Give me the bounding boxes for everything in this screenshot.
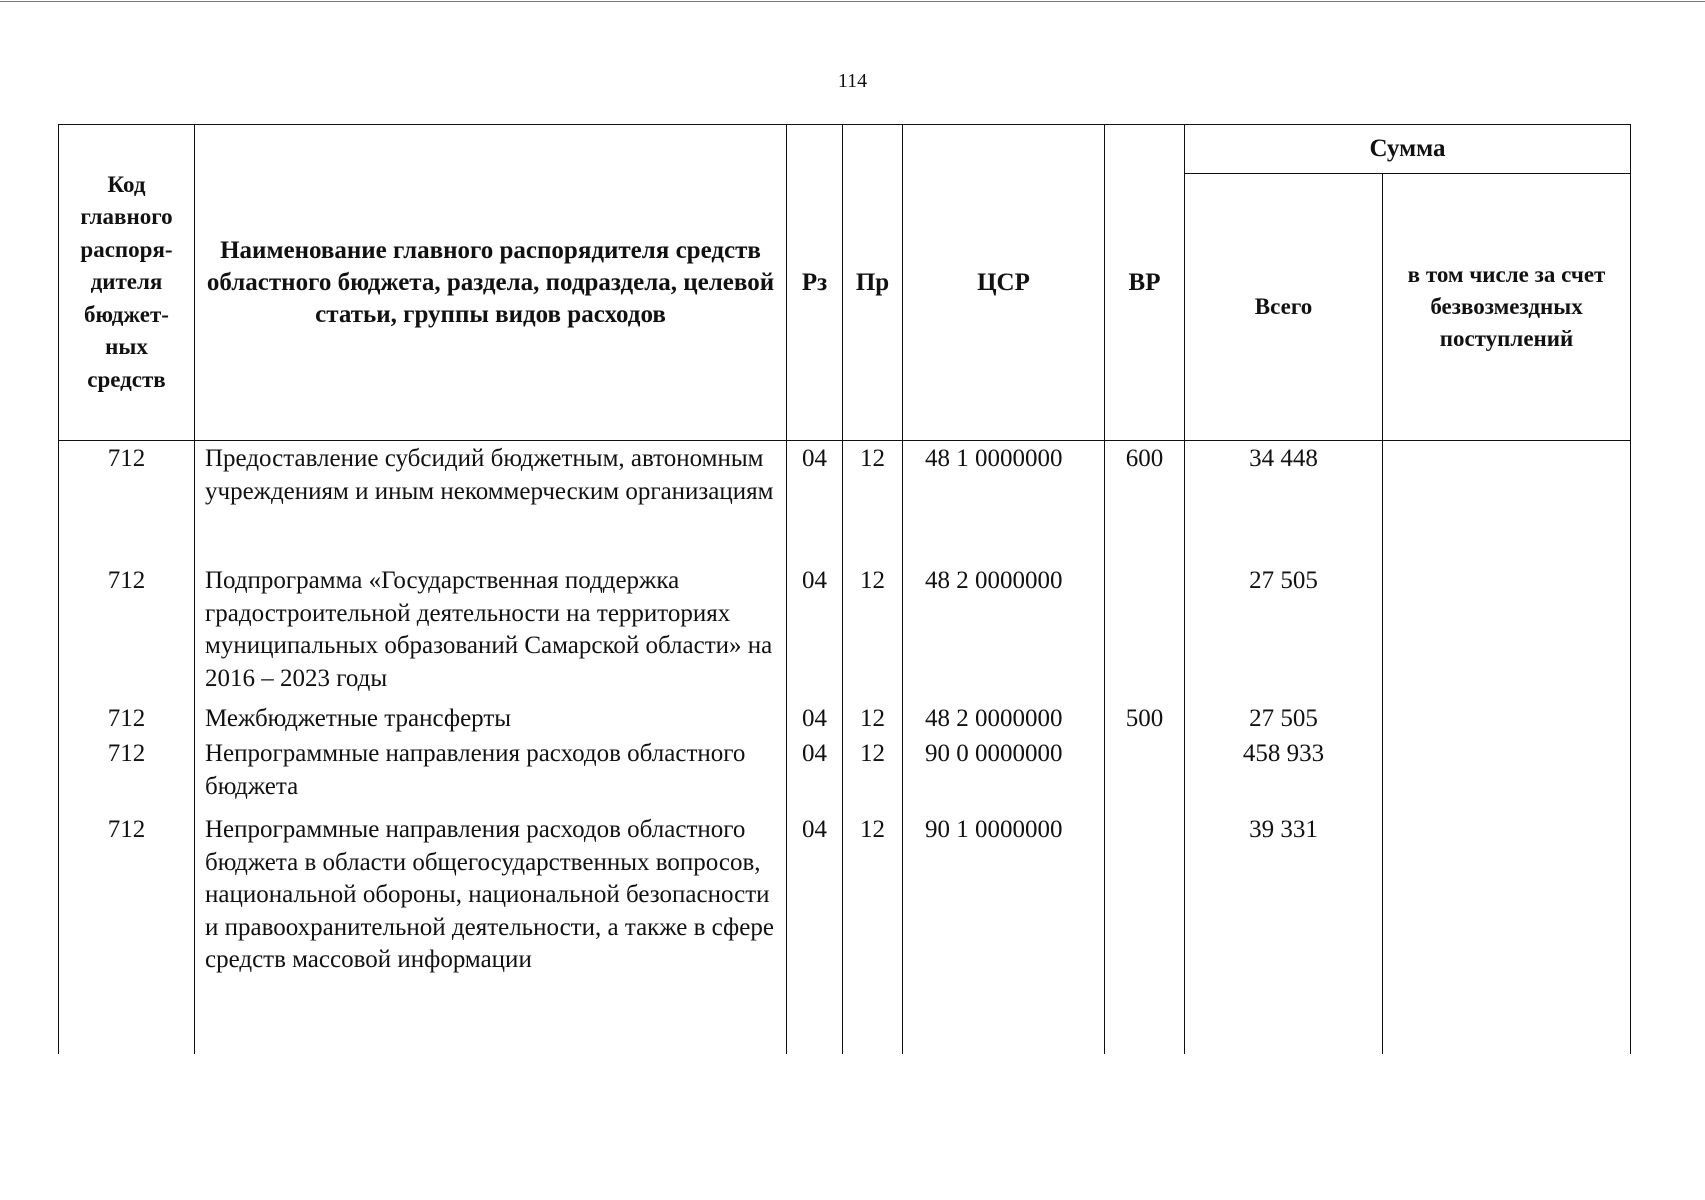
- table-header: [59, 125, 1631, 441]
- cell-free-receipts: [1383, 441, 1631, 554]
- cell-rz: 04: [787, 814, 843, 1054]
- cell-total: 34 448: [1185, 441, 1383, 554]
- cell-vr: 500: [1105, 695, 1185, 738]
- table-row: [59, 814, 1631, 1054]
- table-row: [59, 738, 1631, 814]
- cell-free-receipts: [1383, 814, 1631, 1054]
- header-total: Всего: [1185, 174, 1383, 441]
- cell-csr: 90 0 0000000: [903, 738, 1105, 814]
- cell-free-receipts: [1383, 695, 1631, 738]
- cell-csr: 90 1 0000000: [903, 814, 1105, 1054]
- cell-pr: 12: [843, 738, 903, 814]
- cell-vr: 600: [1105, 441, 1185, 554]
- cell-total: 458 933: [1185, 738, 1383, 814]
- cell-rz: 04: [787, 695, 843, 738]
- cell-vr: [1105, 738, 1185, 814]
- header-name: Наименование главного распорядителя средств областного бюджета, раздела, подраздела, целевой статьи, группы видов расходов: [195, 125, 787, 441]
- cell-rz: 04: [787, 738, 843, 814]
- cell-rz: 04: [787, 553, 843, 695]
- header-csr: ЦСР: [903, 125, 1105, 441]
- table-body: [59, 441, 1631, 1055]
- cell-csr: 48 2 0000000: [903, 695, 1105, 738]
- cell-csr: 48 2 0000000: [903, 553, 1105, 695]
- header-rz: Рз: [787, 125, 843, 441]
- cell-code: 712: [59, 738, 195, 814]
- page-top-rule: [0, 1, 1705, 2]
- cell-name: Непрограммные направления расходов областного бюджета: [195, 738, 787, 814]
- page-number: 114: [837, 70, 868, 92]
- cell-pr: 12: [843, 441, 903, 554]
- cell-total: 39 331: [1185, 814, 1383, 1054]
- cell-code: 712: [59, 695, 195, 738]
- cell-code: 712: [59, 814, 195, 1054]
- header-vr: ВР: [1105, 125, 1185, 441]
- header-pr: Пр: [843, 125, 903, 441]
- header-sum: Сумма: [1185, 125, 1631, 174]
- cell-total: 27 505: [1185, 695, 1383, 738]
- header-free-receipts: в том числе за счет безвозмездных поступлений: [1383, 174, 1631, 441]
- budget-table: [58, 124, 1631, 1054]
- cell-pr: 12: [843, 695, 903, 738]
- header-code: Код главного распоря- дителя бюджет- ных средств: [59, 125, 195, 441]
- cell-rz: 04: [787, 441, 843, 554]
- cell-name: Непрограммные направления расходов областного бюджета в области общегосударственных вопросов, национальной обороны, национальной безопасности и правоохранительной деятельности, а также в сфере средств массовой информации: [195, 814, 787, 1054]
- cell-free-receipts: [1383, 738, 1631, 814]
- cell-vr: [1105, 814, 1185, 1054]
- cell-name: Межбюджетные трансферты: [195, 695, 787, 738]
- cell-pr: 12: [843, 814, 903, 1054]
- cell-total: 27 505: [1185, 553, 1383, 695]
- cell-code: 712: [59, 553, 195, 695]
- table-row: [59, 695, 1631, 738]
- cell-pr: 12: [843, 553, 903, 695]
- cell-vr: [1105, 553, 1185, 695]
- cell-free-receipts: [1383, 553, 1631, 695]
- cell-name: Подпрограмма «Государственная поддержка градостроительной деятельности на территориях муниципальных образований Самарской области» на 2016 – 2023 годы: [195, 553, 787, 695]
- cell-code: 712: [59, 441, 195, 554]
- cell-name: Предоставление субсидий бюджетным, автономным учреждениям и иным некоммерческим организациям: [195, 441, 787, 554]
- cell-csr: 48 1 0000000: [903, 441, 1105, 554]
- table-row: [59, 441, 1631, 554]
- table-row: [59, 553, 1631, 695]
